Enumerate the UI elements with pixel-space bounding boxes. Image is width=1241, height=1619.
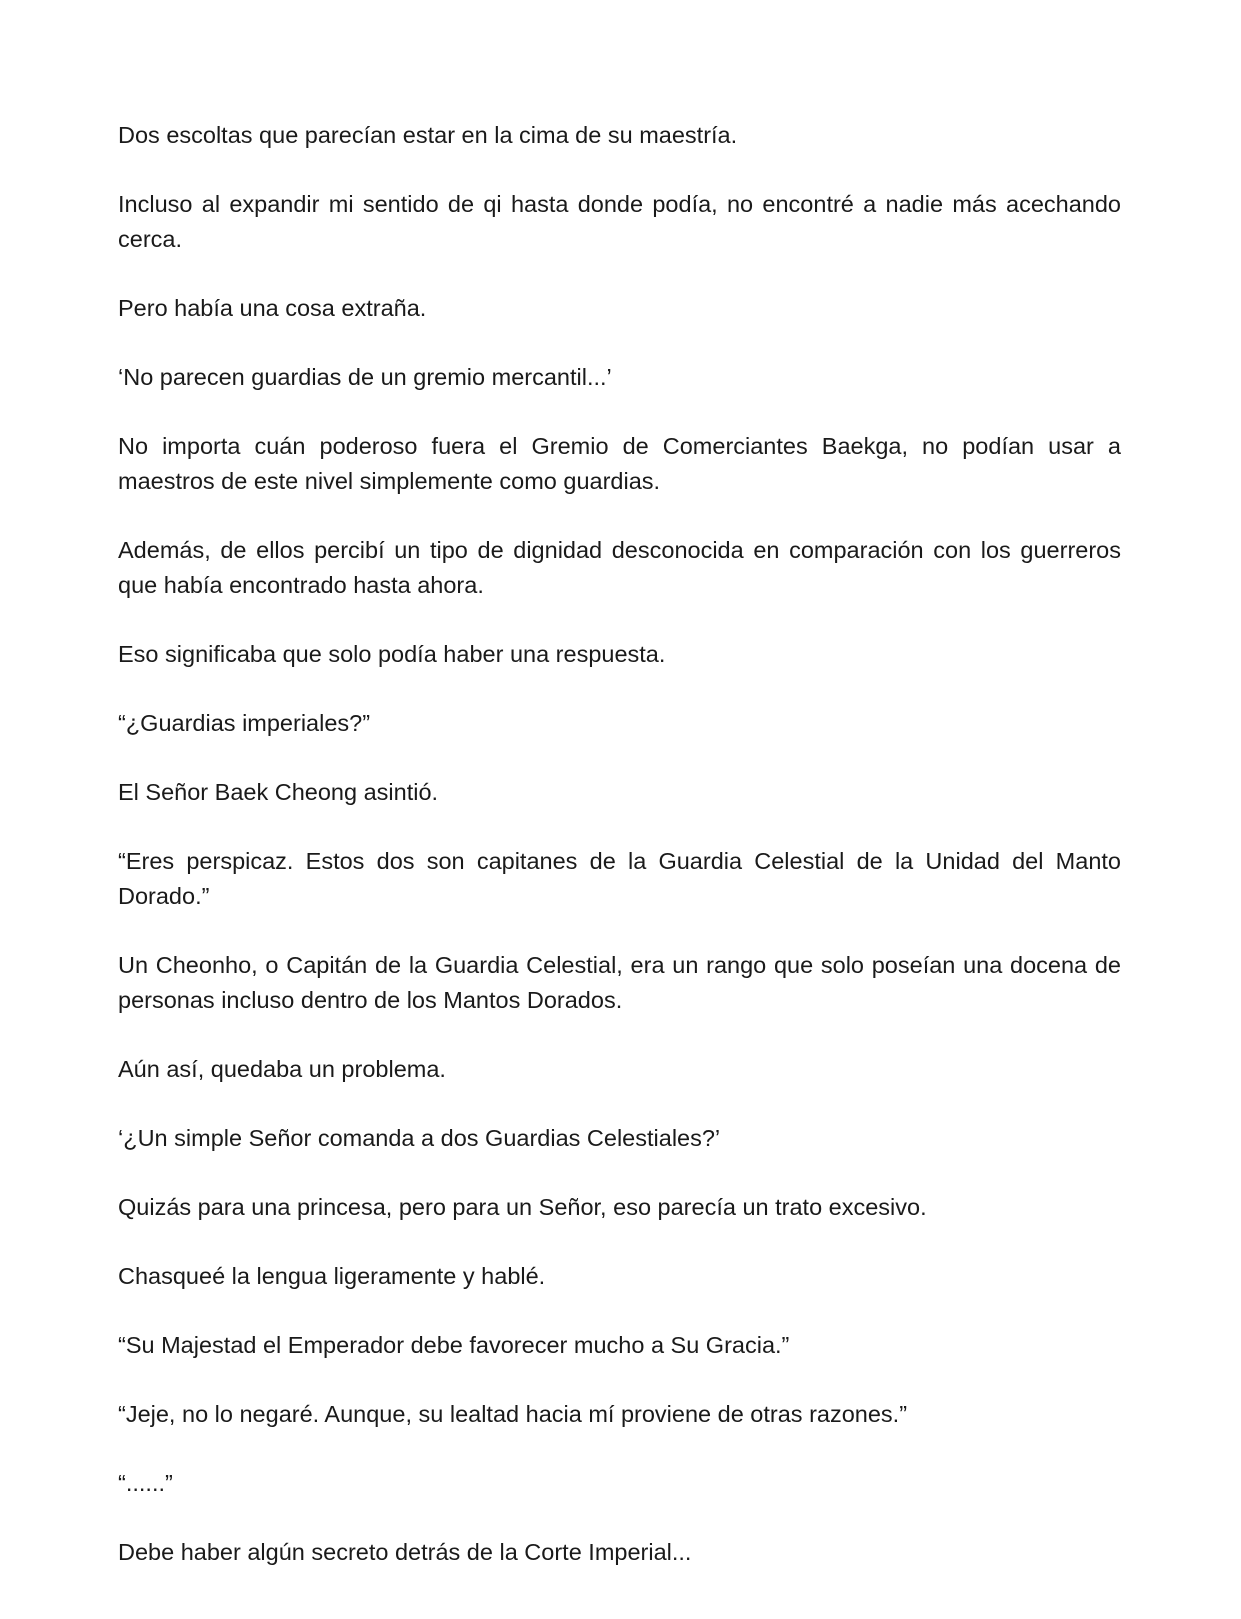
- document-body: [118, 118, 1121, 1570]
- paragraph-3: Pero había una cosa extraña.: [118, 295, 427, 321]
- paragraph-1: Dos escoltas que parecían estar en la cima de su maestría.: [118, 122, 738, 148]
- paragraph-18: “......”: [118, 1470, 173, 1496]
- paragraph-16: “Su Majestad el Emperador debe favorecer mucho a Su Gracia.”: [118, 1332, 790, 1358]
- paragraph-8: “¿Guardias imperiales?”: [118, 710, 371, 736]
- paragraph-2: Incluso al expandir mi sentido de qi hasta donde podía, no encontré a nadie más acechando cerca.: [118, 191, 1121, 252]
- paragraph-12: Aún así, quedaba un problema.: [118, 1056, 446, 1082]
- paragraph-4: ‘No parecen guardias de un gremio mercantil...’: [118, 364, 612, 390]
- paragraph-13: ‘¿Un simple Señor comanda a dos Guardias Celestiales?’: [118, 1125, 721, 1151]
- paragraph-11: Un Cheonho, o Capitán de la Guardia Celestial, era un rango que solo poseían una docena de personas incluso dentro de los Mantos Dorados.: [118, 952, 1121, 1013]
- paragraph-6: Además, de ellos percibí un tipo de dignidad desconocida en comparación con los guerreros que había encontrado hasta ahora.: [118, 537, 1121, 598]
- paragraph-14: Quizás para una princesa, pero para un Señor, eso parecía un trato excesivo.: [118, 1194, 927, 1220]
- paragraph-17: “Jeje, no lo negaré. Aunque, su lealtad hacia mí proviene de otras razones.”: [118, 1401, 908, 1427]
- paragraph-10: “Eres perspicaz. Estos dos son capitanes de la Guardia Celestial de la Unidad del Manto Dorado.”: [118, 848, 1121, 909]
- paragraph-5: No importa cuán poderoso fuera el Gremio de Comerciantes Baekga, no podían usar a maestros de este nivel simplemente como guardias.: [118, 433, 1121, 494]
- paragraph-19: Debe haber algún secreto detrás de la Corte Imperial...: [118, 1539, 692, 1565]
- paragraph-15: Chasqueé la lengua ligeramente y hablé.: [118, 1263, 546, 1289]
- paragraph-9: El Señor Baek Cheong asintió.: [118, 779, 439, 805]
- paragraph-7: Eso significaba que solo podía haber una respuesta.: [118, 641, 666, 667]
